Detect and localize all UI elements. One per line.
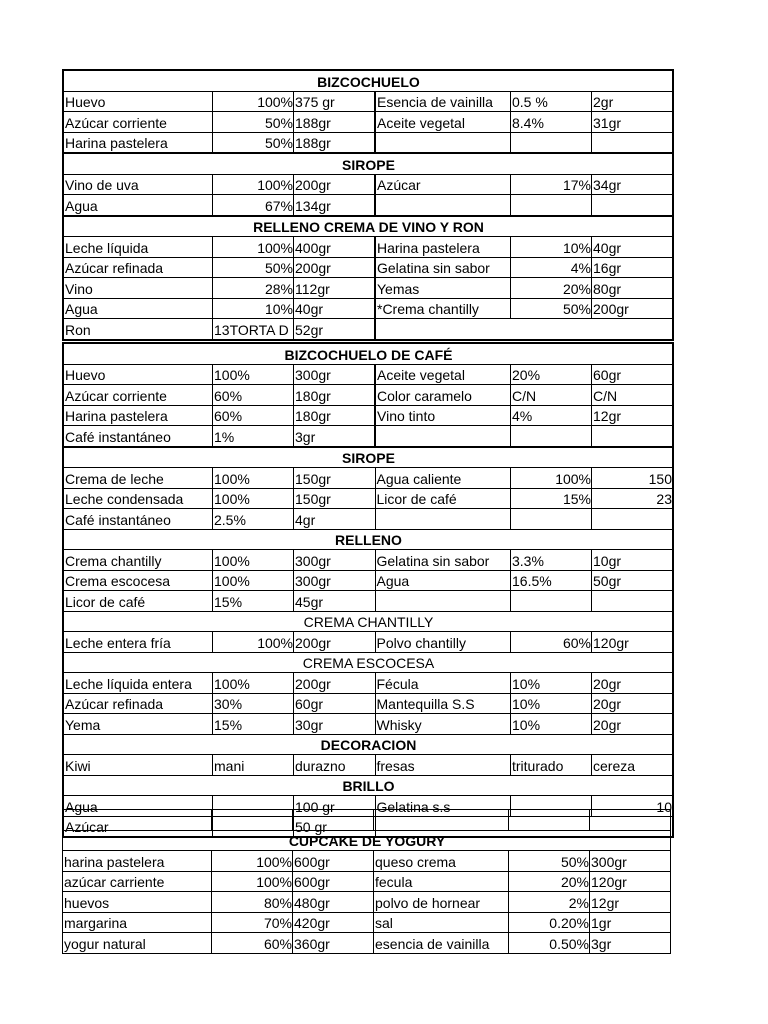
- section-title: BIZCOCHUELO DE CAFÉ: [63, 343, 673, 364]
- table-row: Leche condensada 100% 150gr Licor de café 15% 23: [63, 488, 673, 509]
- table-row: Agua 67% 134gr: [63, 195, 673, 216]
- section-title: SIROPE: [63, 153, 673, 174]
- section-title: CREMA ESCOCESA: [63, 652, 673, 673]
- table-row: Licor de café 15% 45gr: [63, 591, 673, 612]
- section-title: BIZCOCHUELO: [63, 70, 673, 91]
- section-title: DECORACION: [63, 734, 673, 755]
- table-row: Leche entera fría 100% 200gr Polvo chantilly 60% 120gr: [63, 632, 673, 653]
- cupcake-table: [62, 809, 671, 954]
- section-title: RELLENO: [63, 529, 673, 550]
- section-title: CREMA CHANTILLY: [63, 611, 673, 632]
- table-row: huevos 80% 480gr polvo de hornear 2% 12gr: [63, 892, 671, 913]
- table-row: Vino 28% 112gr Yemas 20% 80gr: [63, 278, 673, 299]
- table-row: Vino de uva 100% 200gr Azúcar 17% 34gr: [63, 174, 673, 195]
- table-row: Leche líquida 100% 400gr Harina pastelera 10% 40gr: [63, 237, 673, 258]
- table-row: Crema escocesa 100% 300gr Agua 16.5% 50gr: [63, 570, 673, 591]
- table-row: Café instantáneo 2.5% 4gr: [63, 509, 673, 530]
- table-row: Huevo 100% 375 gr Esencia de vainilla 0.5 % 2gr: [63, 91, 673, 112]
- table-row: Yema 15% 30gr Whisky 10% 20gr: [63, 714, 673, 735]
- table-row: Azúcar 50 gr: [63, 816, 673, 837]
- table-row: margarina 70% 420gr sal 0.20% 1gr: [63, 912, 671, 933]
- bizcochuelo-table: [62, 69, 674, 341]
- table-row: azúcar carriente 100% 600gr fecula 20% 120gr: [63, 871, 671, 892]
- table-row: [63, 810, 671, 831]
- section-title: RELLENO CREMA DE VINO Y RON: [63, 216, 673, 237]
- table-row: Agua 10% 40gr *Crema chantilly 50% 200gr: [63, 298, 673, 319]
- section-title: SIROPE: [63, 447, 673, 468]
- table-row: Azúcar refinada 50% 200gr Gelatina sin sabor 4% 16gr: [63, 257, 673, 278]
- table-row: Ron 13TORTA D 52gr: [63, 319, 673, 340]
- table-row: Harina pastelera 60% 180gr Vino tinto 4% 12gr: [63, 405, 673, 426]
- table-row: Huevo 100% 300gr Aceite vegetal 20% 60gr: [63, 364, 673, 385]
- table-row: Agua 100 gr Gelatina s.s 10: [63, 796, 673, 817]
- table-row: Azúcar refinada 30% 60gr Mantequilla S.S 10% 20gr: [63, 693, 673, 714]
- table-row: Azúcar corriente 50% 188gr Aceite vegetal 8.4% 31gr: [63, 112, 673, 133]
- table-row: Harina pastelera 50% 188gr: [63, 132, 673, 153]
- table-row: Café instantáneo 1% 3gr: [63, 426, 673, 447]
- section-title: BRILLO: [63, 775, 673, 796]
- table-row: Azúcar corriente 60% 180gr Color caramelo C/N C/N: [63, 385, 673, 406]
- table-row: harina pastelera 100% 600gr queso crema 50% 300gr: [63, 851, 671, 872]
- table-row: Crema de leche 100% 150gr Agua caliente 100% 150: [63, 468, 673, 489]
- table-row: Kiwi mani durazno fresas triturado cereza: [63, 755, 673, 776]
- section-title: CUPCAKE DE YOGURY: [63, 830, 671, 851]
- table-row: yogur natural 60% 360gr esencia de vainilla 0.50% 3gr: [63, 933, 671, 954]
- table-row: Crema chantilly 100% 300gr Gelatina sin sabor 3.3% 10gr: [63, 550, 673, 571]
- table-row: Leche líquida entera 100% 200gr Fécula 10% 20gr: [63, 673, 673, 694]
- bizcochuelo-cafe-table: [62, 342, 674, 838]
